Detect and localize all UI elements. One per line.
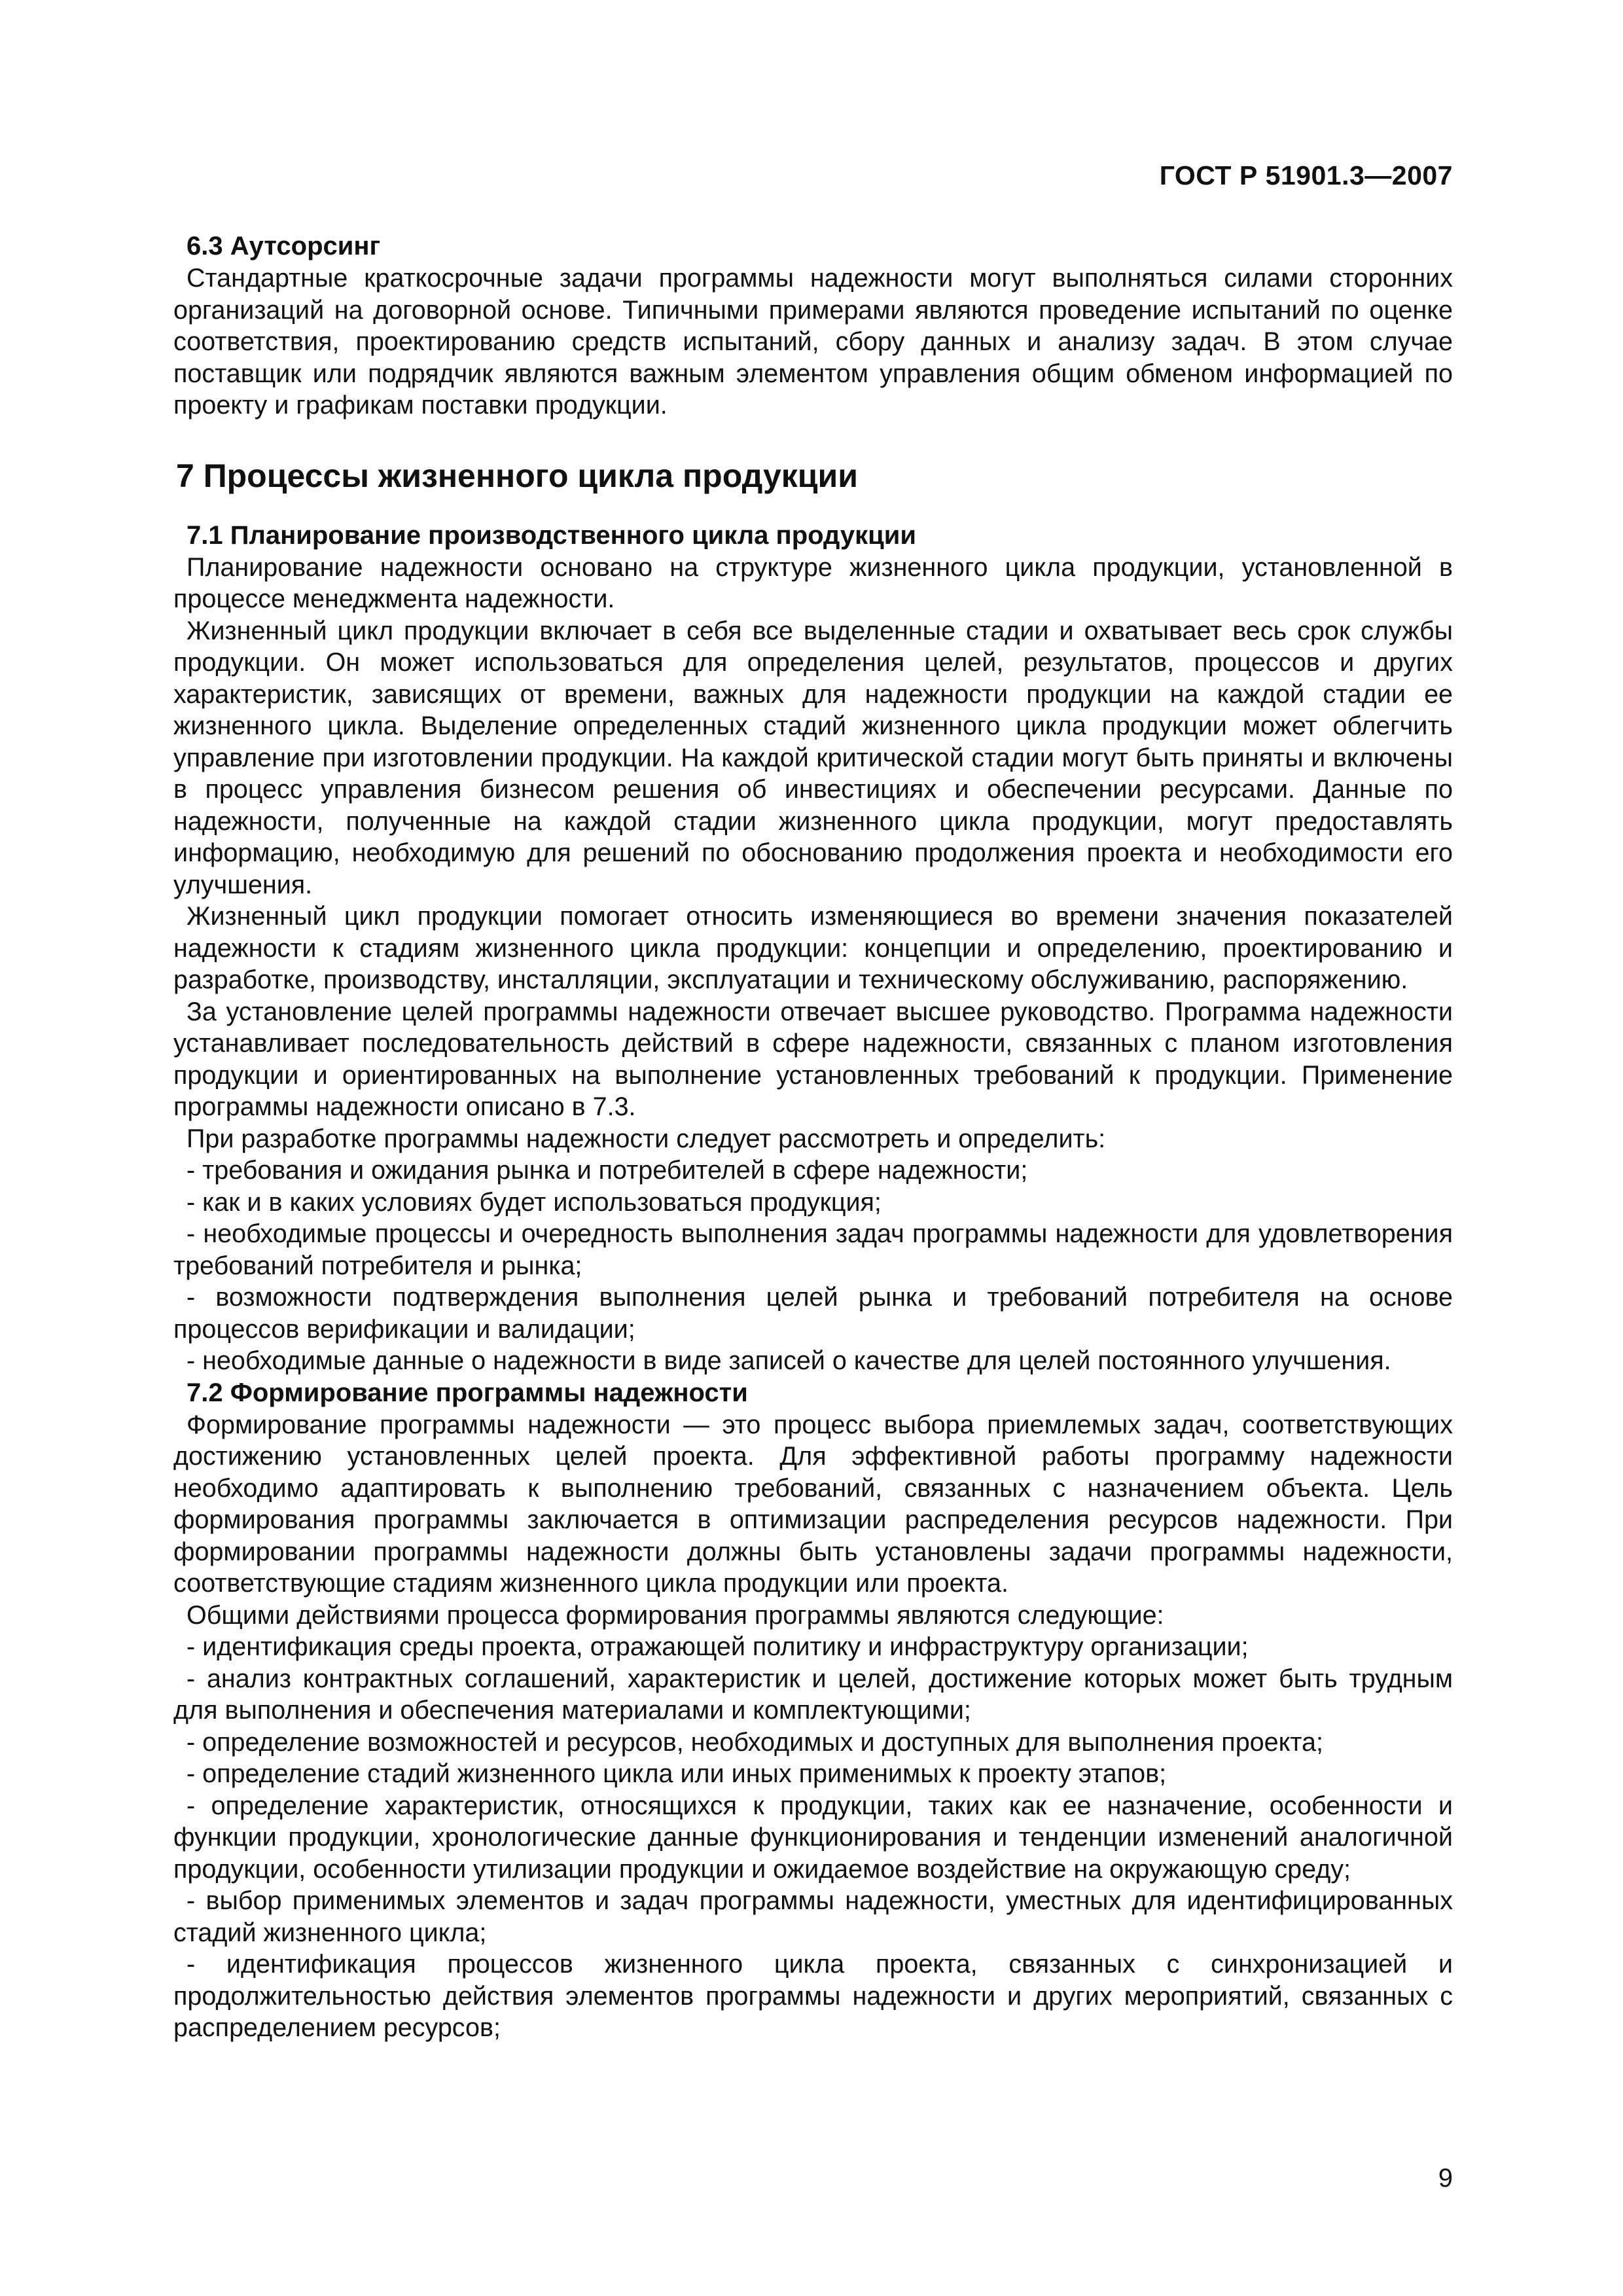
page-number: 9 xyxy=(1438,2164,1453,2193)
paragraph: Стандартные краткосрочные задачи программы надежности могут выполняться силами сторонних организаций на договорной основе. Типичными примерами являются проведение испытаний по оценке соответствия, проектированию средств испытаний, сбору данных и анализу задач. В этом случае поставщик или подрядчик являются важным элементом управления общим обменом информацией по проекту и графикам поставки продукции. xyxy=(173,264,1453,420)
list-item: - необходимые данные о надежности в виде записей о качестве для целей постоянного улучшения. xyxy=(187,1346,1391,1375)
document-body xyxy=(173,230,1453,2044)
list-item: - анализ контрактных соглашений, характеристик и целей, достижение которых может быть трудным для выполнения и обеспечения материалами и комплектующими; xyxy=(173,1664,1453,1725)
paragraph: Жизненный цикл продукции помогает относить изменяющиеся во времени значения показателей надежности к стадиям жизненного цикла продукции: концепции и определению, проектированию и разработке, производству, инсталляции, эксплуатации и техническому обслуживанию, распоряжению. xyxy=(173,902,1453,994)
section-6-3-heading: 6.3 Аутсорсинг xyxy=(187,232,381,260)
list-item: - определение характеристик, относящихся к продукции, таких как ее назначение, особенности и функции продукции, хронологические данные функционирования и тенденции изменений аналогичной продукции, особенности утилизации продукции и ожидаемое воздействие на окружающую среду; xyxy=(173,1791,1453,1884)
paragraph: Общими действиями процесса формирования программы являются следующие: xyxy=(187,1600,1164,1630)
list-item: - выбор применимых элементов и задач программы надежности, уместных для идентифицированных стадий жизненного цикла; xyxy=(173,1886,1453,1947)
document-page xyxy=(173,0,1453,2296)
list-item: - необходимые процессы и очередность выполнения задач программы надежности для удовлетворения требований потребителя и рынка; xyxy=(173,1219,1453,1280)
list-item: - как и в каких условиях будет использоваться продукция; xyxy=(187,1187,882,1217)
paragraph: За установление целей программы надежности отвечает высшее руководство. Программа надежности устанавливает последовательность действий в сфере надежности, связанных с планом изготовления продукции и ориентированных на выполнение установленных требований к продукции. Применение программы надежности описано в 7.3. xyxy=(173,997,1453,1121)
paragraph: При разработке программы надежности следует рассмотреть и определить: xyxy=(187,1124,1106,1153)
paragraph: Формирование программы надежности — это процесс выбора приемлемых задач, соответствующих достижению установленных целей проекта. Для эффективной работы программу надежности необходимо адаптировать к выполнению требований, связанных с назначением объекта. Цель формирования программы заключается в оптимизации распределения ресурсов надежности. При формировании программы надежности должны быть установлены задачи программы надежности, соответствующие стадиям жизненного цикла продукции или проекта. xyxy=(173,1410,1453,1598)
paragraph: Жизненный цикл продукции включает в себя все выделенные стадии и охватывает весь срок службы продукции. Он может использоваться для определения целей, результатов, процессов и других характеристик, зависящих от времени, важных для надежности продукции на каждой стадии ее жизненного цикла. Выделение определенных стадий жизненного цикла продукции может облегчить управление при изготовлении продукции. На каждой критической стадии могут быть приняты и включены в процесс управления бизнесом решения об инвестициях и обеспечении ресурсами. Данные по надежности, полученные на каждой стадии жизненного цикла продукции, могут предоставлять информацию, необходимую для решений по обоснованию продолжения проекта и необходимости его улучшения. xyxy=(173,616,1453,899)
list-item: - возможности подтверждения выполнения целей рынка и требований потребителя на основе процессов верификации и валидации; xyxy=(173,1283,1453,1344)
list-item: - идентификация процессов жизненного цикла проекта, связанных с синхронизацией и продолжительностью действия элементов программы надежности и других мероприятий, связанных с распределением ресурсов; xyxy=(173,1950,1453,2042)
list-item: - идентификация среды проекта, отражающей политику и инфраструктуру организации; xyxy=(187,1632,1249,1661)
section-7-heading: 7 Процессы жизненного цикла продукции xyxy=(176,457,858,494)
list-item: - определение стадий жизненного цикла или иных применимых к проекту этапов; xyxy=(187,1759,1167,1788)
document-code-header: ГОСТ Р 51901.3—2007 xyxy=(1159,160,1453,190)
list-item: - определение возможностей и ресурсов, необходимых и доступных для выполнения проекта; xyxy=(187,1727,1323,1757)
paragraph: Планирование надежности основано на структуре жизненного цикла продукции, установленной в процессе менеджмента надежности. xyxy=(173,552,1453,613)
section-7-1-heading: 7.1 Планирование производственного цикла продукции xyxy=(187,520,916,550)
section-7-2-heading: 7.2 Формирование программы надежности xyxy=(187,1378,748,1407)
list-item: - требования и ожидания рынка и потребителей в сфере надежности; xyxy=(187,1156,1028,1185)
